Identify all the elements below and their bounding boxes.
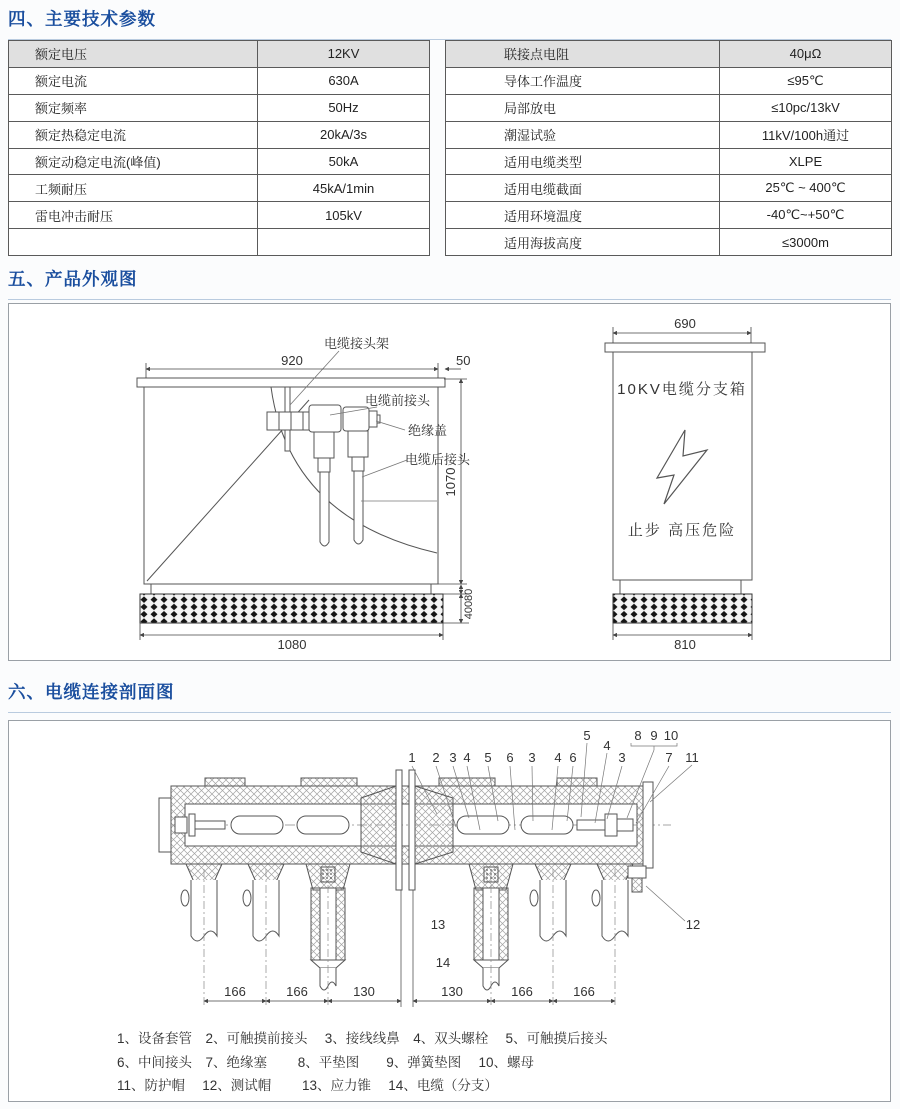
plinth-front [140, 594, 443, 623]
table-row [9, 229, 430, 256]
param-value: 11kV/100h通过 [720, 121, 892, 148]
terminated-cable-drop [469, 864, 513, 1007]
callout: 3 [528, 750, 536, 765]
busbar-assembly [159, 770, 671, 890]
plain-cable-drop [181, 864, 222, 1007]
callout: 1 [408, 750, 416, 765]
cable-section-figure [8, 720, 891, 1102]
param-value [258, 229, 430, 256]
section6-title: 六、电缆连接剖面图 [8, 679, 891, 713]
dim-690: 690 [674, 316, 696, 331]
test-cap [628, 866, 646, 892]
plinth-side [613, 594, 752, 623]
param-label: 额定动稳定电流(峰值) [9, 148, 258, 175]
dim-130: 130 [441, 984, 463, 999]
callout: 4 [463, 750, 471, 765]
table-row [9, 175, 430, 202]
dim-166: 166 [573, 984, 595, 999]
table-row [446, 67, 892, 94]
param-value: 25℃ ~ 400℃ [720, 175, 892, 202]
dim-130: 130 [353, 984, 375, 999]
plain-cable-drop [243, 864, 284, 1007]
label-rear-connector: 电缆后接头 [405, 452, 471, 467]
callout: 5 [583, 728, 591, 743]
param-value: 45kA/1min [258, 175, 430, 202]
dim-810: 810 [674, 637, 696, 652]
label-cable-joint-frame: 电缆接头架 [324, 336, 390, 351]
callout: 7 [665, 750, 673, 765]
callout: 6 [506, 750, 514, 765]
table-row [446, 41, 892, 68]
callout: 11 [685, 750, 699, 765]
product-appearance-figure [8, 303, 891, 661]
legend-line: 6、中间接头 7、绝缘塞 8、平垫图 9、弹簧垫图 10、螺母 [117, 1054, 535, 1070]
callout-13: 13 [430, 917, 446, 932]
param-label: 潮湿试验 [446, 121, 720, 148]
table-row [9, 94, 430, 121]
param-value: 105kV [258, 202, 430, 229]
callout: 3 [618, 750, 626, 765]
param-label: 导体工作温度 [446, 67, 720, 94]
param-label: 联接点电阻 [446, 41, 720, 68]
param-label: 适用电缆截面 [446, 175, 720, 202]
dim-1080: 1080 [277, 637, 307, 652]
param-label: 额定电流 [9, 67, 258, 94]
callout: 2 [432, 750, 440, 765]
param-value: -40℃~+50℃ [720, 202, 892, 229]
terminated-cable-drop [306, 864, 350, 1007]
callout: 3 [449, 750, 457, 765]
label-front-connector: 电缆前接头 [365, 393, 431, 408]
label-insulation-cover: 绝缘盖 [408, 423, 448, 438]
param-label: 工频耐压 [9, 175, 258, 202]
param-value: 20kA/3s [258, 121, 430, 148]
dim-1070: 1070 [443, 467, 458, 497]
dim-920: 920 [281, 353, 303, 368]
param-label: 局部放电 [446, 94, 720, 121]
table-row [9, 202, 430, 229]
table-row [446, 121, 892, 148]
param-label: 额定热稳定电流 [9, 121, 258, 148]
section4-title: 四、主要技术参数 [8, 6, 891, 40]
appearance-drawing [9, 304, 890, 660]
callout: 6 [569, 750, 577, 765]
tech-params-tables [8, 40, 892, 256]
dim-labels [224, 984, 595, 999]
param-value: ≤10pc/13kV [720, 94, 892, 121]
dim-40-80: 40080 [463, 588, 475, 620]
param-label: 适用海拔高度 [446, 229, 720, 256]
callout: 10 [663, 728, 679, 743]
tech-params-table-right [445, 40, 892, 256]
param-label: 额定频率 [9, 94, 258, 121]
table-row [9, 67, 430, 94]
table-row [446, 202, 892, 229]
param-value: 50kA [258, 148, 430, 175]
side-warning-label: 止步 高压危险 [627, 522, 737, 539]
table-row [9, 41, 430, 68]
callout: 8 [634, 728, 642, 743]
table-row [446, 148, 892, 175]
param-label [9, 229, 258, 256]
table-row [9, 121, 430, 148]
dim-50: 50 [456, 353, 471, 368]
param-value: XLPE [720, 148, 892, 175]
dim-166: 166 [224, 984, 246, 999]
side-box-label: 10KV电缆分支箱 [617, 381, 747, 398]
table-row [446, 175, 892, 202]
table-row [9, 148, 430, 175]
param-value: 630A [258, 67, 430, 94]
param-value: 12KV [258, 41, 430, 68]
dim-166: 166 [511, 984, 533, 999]
param-label: 适用电缆类型 [446, 148, 720, 175]
legend-line: 1、设备套管 2、可触摸前接头 3、接线线鼻 4、双头螺栓 5、可触摸后接头 [117, 1031, 608, 1046]
callout: 4 [603, 738, 611, 753]
param-value: 40μΩ [720, 41, 892, 68]
table-row [446, 229, 892, 256]
plain-cable-drop [530, 864, 571, 1007]
param-label: 适用环境温度 [446, 202, 720, 229]
callout: 5 [484, 750, 492, 765]
callout-14: 14 [435, 955, 451, 970]
section5-title: 五、产品外观图 [8, 266, 891, 300]
callout: 4 [554, 750, 562, 765]
callout-12: 12 [685, 917, 701, 932]
param-value: 50Hz [258, 94, 430, 121]
plain-cable-drop [592, 864, 633, 1007]
param-value: ≤3000m [720, 229, 892, 256]
table-row [446, 94, 892, 121]
legend-line: 11、防护帽 12、测试帽 13、应力锥 14、电缆（分支） [117, 1078, 498, 1094]
callout: 9 [650, 728, 658, 743]
cabinet-front-view [137, 351, 448, 623]
param-label: 额定电压 [9, 41, 258, 68]
dim-166: 166 [286, 984, 308, 999]
param-value: ≤95℃ [720, 67, 892, 94]
tech-params-table-left [8, 40, 430, 256]
parts-legend [9, 1027, 890, 1098]
param-label: 雷电冲击耐压 [9, 202, 258, 229]
